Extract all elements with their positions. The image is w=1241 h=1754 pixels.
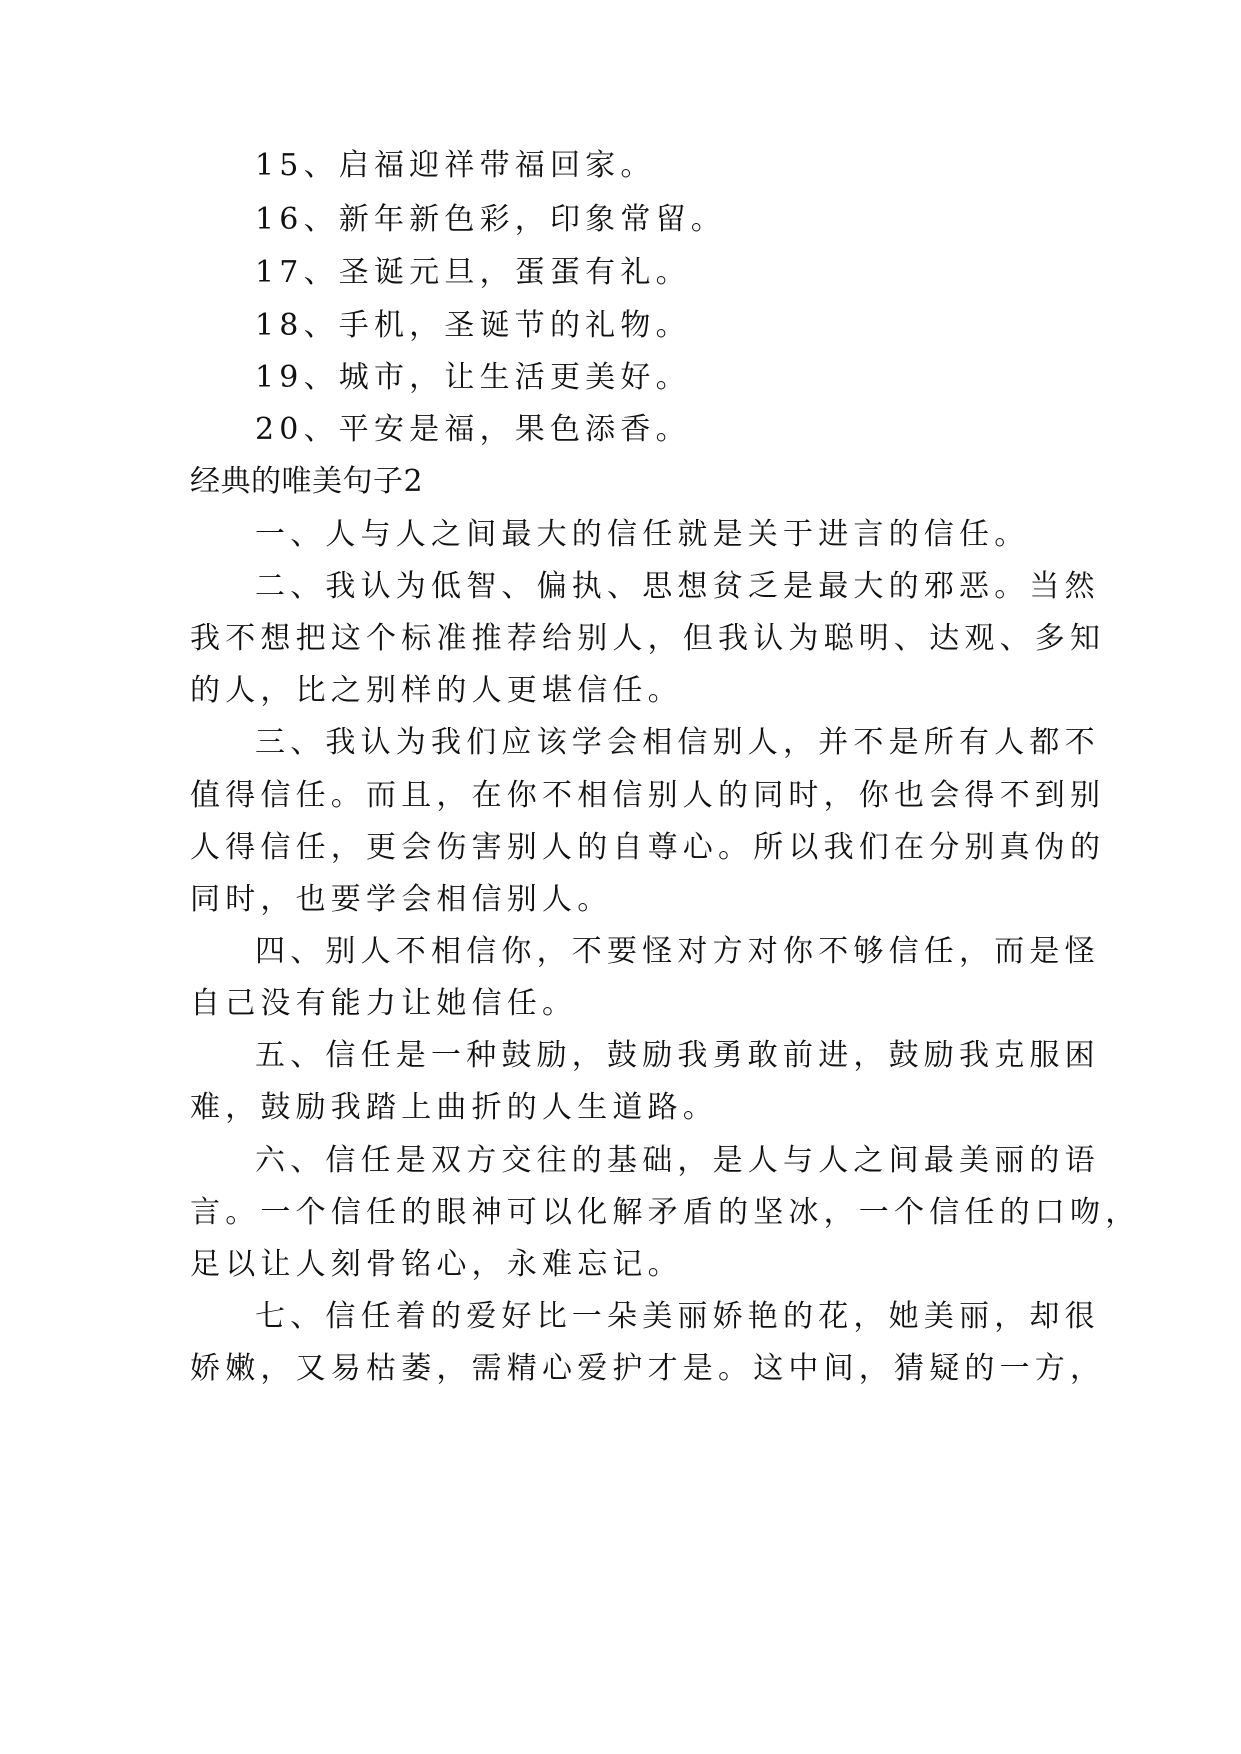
paragraph-line: 自己没有能力让她信任。: [190, 986, 578, 1021]
paragraph-line: 我不想把这个标准推荐给别人，但我认为聪明、达观、多知: [190, 621, 1106, 656]
paragraph-line: 足以让人刻骨铭心，永难忘记。: [190, 1247, 683, 1282]
list-item: 19、城市，让生活更美好。: [255, 360, 691, 395]
list-item: 15、启福迎祥带福回家。: [255, 148, 656, 183]
paragraph-line: 六、信任是双方交往的基础，是人与人之间最美丽的语: [255, 1143, 1100, 1178]
paragraph-line: 言。一个信任的眼神可以化解矛盾的坚冰，一个信任的口吻，: [190, 1195, 1141, 1230]
paragraph-line: 五、信任是一种鼓励，鼓励我勇敢前进，鼓励我克服困: [255, 1038, 1100, 1073]
list-item: 17、圣诞元旦，蛋蛋有礼。: [255, 255, 691, 290]
paragraph-line: 难，鼓励我踏上曲折的人生道路。: [190, 1090, 718, 1125]
paragraph-line: 娇嫩，又易枯萎，需精心爱护才是。这中间，猜疑的一方，: [190, 1351, 1106, 1386]
paragraph-line: 二、我认为低智、偏执、思想贫乏是最大的邪恶。当然: [255, 569, 1100, 604]
paragraph-line: 值得信任。而且，在你不相信别人的同时，你也会得不到别: [190, 778, 1106, 813]
paragraph-line: 七、信任着的爱好比一朵美丽娇艳的花，她美丽，却很: [255, 1299, 1100, 1334]
list-item: 20、平安是福，果色添香。: [255, 412, 691, 447]
paragraph-line: 一、人与人之间最大的信任就是关于进言的信任。: [255, 517, 1030, 552]
paragraph-line: 三、我认为我们应该学会相信别人，并不是所有人都不: [255, 725, 1100, 760]
list-item: 16、新年新色彩，印象常留。: [255, 202, 726, 237]
paragraph-line: 同时，也要学会相信别人。: [190, 882, 613, 917]
paragraph-line: 的人，比之别样的人更堪信任。: [190, 673, 683, 708]
list-item: 18、手机，圣诞节的礼物。: [255, 308, 691, 343]
paragraph-line: 四、别人不相信你，不要怪对方对你不够信任，而是怪: [255, 934, 1100, 969]
section-heading: 经典的唯美句子2: [190, 464, 424, 499]
paragraph-line: 人得信任，更会伤害别人的自尊心。所以我们在分别真伪的: [190, 830, 1106, 865]
